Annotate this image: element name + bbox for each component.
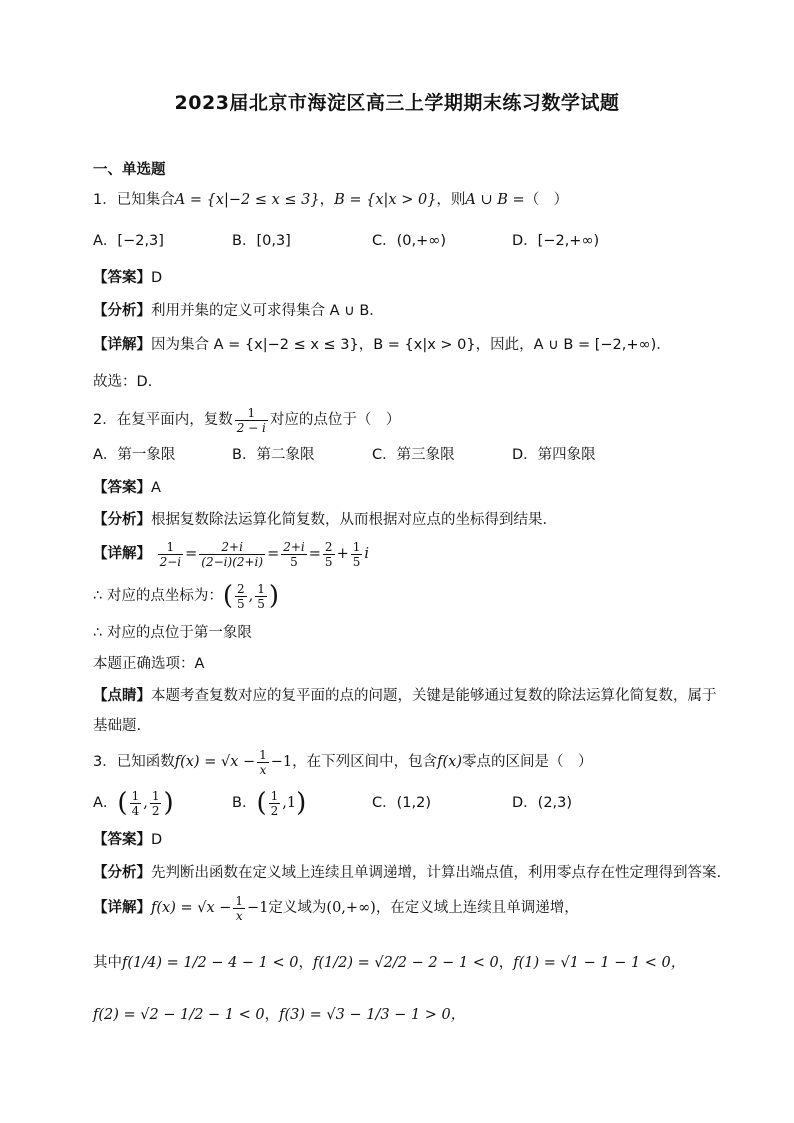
- q3-opt-a-frac-2: [150, 789, 162, 818]
- q2-fraction-num: 1: [247, 405, 256, 420]
- q1-stem-b: ，则: [436, 192, 466, 208]
- q1-analysis: [93, 301, 384, 321]
- eq-frac-3-den: 5: [281, 554, 307, 569]
- coord-frac-a-den: 5: [237, 596, 245, 611]
- section-heading: 一、单选题: [93, 162, 166, 178]
- q1-paren: （ ）: [524, 192, 569, 208]
- q2-option-c: C．第三象限: [372, 447, 455, 463]
- q2-fraction: [235, 406, 268, 435]
- q2-option-d: D．第四象限: [512, 447, 596, 463]
- q2-answer-tag: 【答案】: [93, 480, 151, 496]
- q3-opt-a-n1: 1: [131, 788, 140, 803]
- page-title: 2023届北京市海淀区高三上学期期末练习数学试题: [174, 92, 620, 114]
- eq-frac-3: [281, 540, 307, 569]
- question-1-stem: [93, 190, 568, 210]
- coord-frac-b: [255, 582, 267, 611]
- eq-frac-1-den: 2−i: [159, 554, 182, 569]
- q3-value-f-quarter: f(1/4) = 1/2 − 4 − 1 < 0: [122, 955, 299, 971]
- q3-func-tail: −1: [270, 754, 293, 770]
- q1-answer: [93, 268, 162, 288]
- q2-coordinate-line: ∴ 对应的点坐标为：( $\frac{2}{5}$ , $\frac{1}{5}$ ): [93, 581, 280, 611]
- question-3-stem: [93, 747, 593, 777]
- q3-analysis: [93, 863, 721, 883]
- q2-stem-a: 2．在复平面内，复数: [93, 412, 233, 428]
- q3-detail-tag: 【详解】: [93, 900, 151, 916]
- q2-analysis: [93, 510, 557, 530]
- q3-line-a-prefix: 其中: [93, 955, 122, 971]
- eq-frac-2: [199, 540, 265, 569]
- q1-sep: ，: [319, 192, 335, 208]
- eq-frac-5: [351, 540, 363, 569]
- eq-frac-1-num: 1: [166, 539, 175, 554]
- question-2-stem: [93, 405, 400, 435]
- q1-option-a: A．[−2,3]: [93, 233, 164, 249]
- q1-detail-text: 因为集合 A = {x|−2 ≤ x ≤ 3}，B = {x|x > 0}，因此，A ∪ B = [−2,+∞)．: [151, 337, 671, 353]
- q3-opt-b-frac: [269, 789, 281, 818]
- q3-answer-tag: 【答案】: [93, 832, 151, 848]
- q2-comment-cont: 基础题.: [93, 718, 142, 734]
- q1-answer-value: D: [151, 270, 163, 286]
- q3-func-lhs: f(x) = √x −: [174, 754, 256, 770]
- q2-coord-text: ∴ 对应的点坐标为：: [93, 588, 223, 604]
- eq-frac-3-num: 2+i: [283, 539, 305, 554]
- eq-frac-5-den: 5: [352, 554, 361, 569]
- q3-answer: [93, 830, 162, 850]
- q3-value-f-3: f(3) = √3 − 1/3 − 1 > 0，: [279, 1007, 466, 1023]
- q3-opt-b-d1: 2: [270, 803, 279, 818]
- q3-detail-text-2: ，在定义域上连续且单调递增，: [375, 900, 579, 916]
- q3-answer-value: D: [151, 832, 163, 848]
- q1-set-b: B = {x|x > 0}: [334, 192, 437, 208]
- q1-stem-a: 1．已知集合: [93, 192, 175, 208]
- q2-analysis-text: 根据复数除法运算化简复数，从而根据对应点的坐标得到结果．: [151, 512, 557, 528]
- q1-analysis-tag: 【分析】: [93, 303, 151, 319]
- q3-domain: (0,+∞): [326, 900, 376, 916]
- q2-stem-b: 对应的点位于（ ）: [269, 412, 401, 428]
- eq-frac-4: [323, 540, 335, 569]
- q3-option-d: D．(2,3): [512, 795, 573, 811]
- q3-func-den: x: [257, 762, 269, 777]
- q3-analysis-text: 先判断出函数在定义域上连续且单调递增，计算出端点值，利用零点存在性定理得到答案.: [151, 865, 722, 881]
- coord-frac-a-num: 2: [237, 581, 245, 596]
- q2-option-a: A．第一象限: [93, 447, 176, 463]
- q3-detail-tail: −1: [247, 900, 269, 916]
- q3-value-f-half: f(1/2) = √2/2 − 2 − 1 < 0: [313, 955, 499, 971]
- q3-func-num: 1: [259, 747, 267, 762]
- q3-option-c: C．(1,2): [372, 795, 431, 811]
- coord-frac-b-num: 1: [257, 581, 265, 596]
- q1-analysis-text: 利用并集的定义可求得集合 A ∪ B．: [151, 303, 384, 319]
- q3-detail: [93, 893, 579, 923]
- q1-answer-tag: 【答案】: [93, 270, 151, 286]
- q3-option-b-label: B．: [232, 795, 257, 811]
- q1-option-b: B．[0,3]: [232, 233, 291, 249]
- eq-frac-1: [158, 540, 184, 569]
- q3-stem-c: 零点的区间是（ ）: [462, 754, 593, 770]
- eq-frac-2-num: 2+i: [221, 539, 243, 554]
- coord-frac-a: [235, 582, 247, 611]
- q2-analysis-tag: 【分析】: [93, 512, 151, 528]
- q3-option-a-label: A．: [93, 795, 118, 811]
- q3-option-a: A．( $\frac{1}{4}$ , $\frac{1}{2}$ ): [93, 788, 174, 818]
- q3-opt-b-n1: 1: [270, 788, 279, 803]
- q3-detail-num: 1: [235, 893, 244, 908]
- eq-frac-5-num: 1: [352, 539, 361, 554]
- q3-opt-b-tail: 1: [286, 795, 297, 811]
- q2-quadrant-line: ∴ 对应的点位于第一象限: [93, 625, 252, 641]
- q1-union: A ∪ B =: [465, 192, 525, 208]
- q3-option-b: B．( $\frac{1}{2}$ ,1): [232, 788, 307, 818]
- eq-imag-unit: i: [364, 546, 369, 562]
- q1-option-d: D．[−2,+∞): [512, 233, 600, 249]
- q2-comment-text: 本题考查复数对应的复平面的点的问题，关键是能够通过复数的除法运算化简复数，属于: [151, 688, 717, 704]
- q3-values-line-2: f(2) = √2 − 1/2 − 1 < 0，f(3) = √3 − 1/3 − 1 > 0，: [93, 1007, 466, 1023]
- q3-func-frac: [257, 748, 269, 777]
- q3-opt-a-d1: 4: [131, 803, 140, 818]
- q3-stem-b: ，在下列区间中，包含: [292, 754, 438, 770]
- q3-stem-a: 3．已知函数: [93, 754, 175, 770]
- q3-analysis-tag: 【分析】: [93, 865, 151, 881]
- q2-fraction-den: 2 − i: [236, 420, 266, 435]
- q2-correct-line: 本题正确选项：A: [93, 656, 205, 672]
- eq-frac-2-den: (2−i)(2+i): [201, 554, 264, 569]
- q2-option-b: B．第二象限: [232, 447, 315, 463]
- q1-detail-tag: 【详解】: [93, 337, 151, 353]
- q3-opt-a-d2: 2: [151, 803, 160, 818]
- q2-detail: 【详解】 $\frac{1}{2-i}$ = $\frac{2+i}{(2-i)(2+i)}$ = $\frac{2+i}{5}$ = $\frac{2}{5}$ + $\frac{1}{5}$ i: [93, 539, 369, 569]
- q2-answer: [93, 478, 161, 498]
- eq-frac-4-num: 2: [324, 539, 333, 554]
- q3-detail-text: 定义域为: [268, 900, 327, 916]
- q3-opt-a-n2: 1: [151, 788, 160, 803]
- q3-detail-func: f(x) = √x −: [151, 900, 232, 916]
- q3-detail-frac: [233, 894, 245, 923]
- q1-set-a: A = {x|−2 ≤ x ≤ 3}: [174, 192, 320, 208]
- q1-detail: [93, 335, 671, 355]
- q3-detail-den: x: [233, 908, 245, 923]
- q3-value-f-2: f(2) = √2 − 1/2 − 1 < 0: [93, 1007, 265, 1023]
- q3-opt-a-frac-1: [130, 789, 142, 818]
- q2-detail-tag: 【详解】: [93, 546, 151, 562]
- q1-option-c: C．(0,+∞): [372, 233, 447, 249]
- q2-comment: [93, 686, 717, 706]
- q3-fx: f(x): [437, 754, 463, 770]
- q1-conclusion: 故选：D.: [93, 374, 153, 390]
- q2-answer-value: A: [151, 480, 161, 496]
- q3-values-line-1: 其中f(1/4) = 1/2 − 4 − 1 < 0，f(1/2) = √2/2 − 2 − 1 < 0，f(1) = √1 − 1 − 1 < 0，: [93, 955, 686, 971]
- q3-value-f-1: f(1) = √1 − 1 − 1 < 0，: [513, 955, 686, 971]
- q2-comment-tag: 【点睛】: [93, 688, 151, 704]
- coord-frac-b-den: 5: [257, 596, 265, 611]
- eq-frac-4-den: 5: [324, 554, 333, 569]
